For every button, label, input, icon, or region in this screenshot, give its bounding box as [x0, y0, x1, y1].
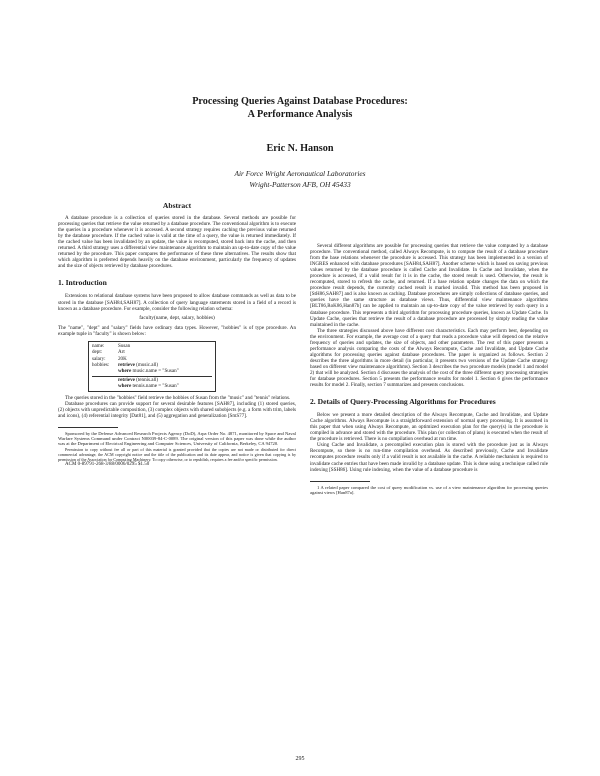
query-2-where-keyword: where	[118, 383, 132, 390]
title-line-1: Processing Queries Against Database Procedures:	[192, 96, 408, 107]
affiliation-line-1: Air Force Wright Aeronautical Laboratories	[234, 169, 366, 178]
query-1-where-keyword: where	[118, 368, 132, 375]
tuple-key-salary: salary:	[92, 355, 106, 362]
footnote-1: 1 A related paper compared the cost of query modification vs. use of a view maintenance algorithm for processing queries against views [Han87a].	[310, 484, 548, 495]
query-1-target: (music.all)	[136, 361, 159, 368]
left-column	[58, 203, 296, 468]
permission-notice: Permission to copy without fee all or part of this material is granted provided that the copies are not made or distributed for direct commercial advantage, the ACM copyright notice and the title of the publication and its date appear, and notice is given that copying is by permission of the Association for Computing Machinery. To copy otherwise, or to republish, requires a fee and/or specific permission.	[58, 446, 296, 462]
body-paragraph-2: The three strategies discussed above have different cost characteristics. Each may perform best, depending on the environment. For example, the average cost of a query that reads a procedure value will depend on the relative frequency of queries and updates, the size of objects, and other parameters. The rest of this paper presents a performance analysis comparing the costs of the Always Recompute, Cache and Invalidate, and Update Cache algorithms for processing queries against database procedures. The paper is organized as follows. Section 2 describes the three algorithms in more detail (in particular, it presents two versions of the Update Cache strategy based on different view maintenance algorithms). Section 3 describes the two procedure models (model 1 and model 2) that will be analyzed. Section 4 discusses the analysis of the cost of the three different query processing strategies for database procedures. Section 5 presents the performance results for model 1. Section 6 gives the performance results for model 2. Finally, section 7 summarizes and presents conclusions.	[310, 327, 548, 389]
tuple-key-name: name:	[92, 342, 105, 349]
schema-display: faculty(name, dept, salary, hobbies)	[139, 314, 215, 321]
title-line-2: A Performance Analysis	[247, 108, 353, 120]
abstract-text: A database procedure is a collection of queries stored in the database. Several methods are possible for processing queries that retrieve the value returned by a database procedure. The conventional algorithm is to execute the queries in a procedure whenever it is accessed. A second strategy requires caching the previous value returned by the database procedure. If the cached value is valid at the time of a query, the value is returned immediately. If the cached value has been invalidated by an update, the value is recomputed, stored back into the cache, and then returned. A third strategy uses a differential view maintenance algorithm to maintain an up-to-date copy of the value returned by the procedure. This paper compares the performance of these three alternatives. The results show that which algorithm is preferred depends heavily on the database environment, particularly the frequency of updates and the size of objects retrieved by database procedures.	[58, 215, 296, 270]
footnote-divider	[58, 427, 118, 428]
body-paragraph-1: Several different algorithms are possible for processing queries that retrieve the value computed by a database procedure. The conventional method, called Always Recompute, is to compute the result of a database procedure from the base relations whenever the procedure is accessed. This strategy has been implemented in a version of INGRES enhanced with database procedures [SAH84,SAH87]. Another scheme which is based on saving previous values returned by the database procedure is called Cache and Invalidate. In Cache and Invalidate, when the procedure is accessed, if a valid result for it is in the cache, the stored result is used. Otherwise, the result is recomputed, stored to refresh the cache, and returned. If a base relation update changes the data on which the procedure result depends, the currently cached result is marked invalid. This method has been proposed in [StH86,SAH87] and is also known as caching. Database procedures are simply collections of database queries, and queries have the same structure as database views. Thus, differential view maintenance algorithms [BLT86,RoK86,Han87b] can be applied to maintain an up-to-date copy of the value retrieved by each query in a database procedure. This represents a third algorithm for processing procedure queries, known as Update Cache. In Update Cache, queries that retrieve the result of a database procedure are processed by simply reading the value maintained in the cache.	[310, 243, 548, 328]
tuple-value-dept: Art	[118, 349, 125, 356]
tuple-key-dept: dept:	[92, 349, 103, 356]
affiliation	[0, 168, 600, 190]
tuple-value-salary: 20K	[118, 355, 127, 362]
footnote-divider-right	[310, 481, 370, 482]
paper-title	[0, 96, 600, 121]
acm-identifier: ACM 0-89791-268-3/88/0006/0295 $1.50	[65, 461, 150, 467]
intro-paragraph-4: Database procedures can provide support for several desirable features [SAH87], including (1) stored queries, (2) objects with unpredictable composition, (3) complex objects with shared subobjects (e.g. a form with trim, labels and icons), (4) referential integrity [Dat81], and (5) aggregation and generalization [SmS77].	[58, 400, 296, 419]
intro-paragraph-3: The queries stored in the "hobbies" field retrieve the hobbies of Susan from the "music" and "tennis" relations.	[65, 394, 291, 401]
body-paragraph-4: Using Cache and Invalidate, a precompiled execution plan is stored with the procedure just as in Always Recompute, so there is no run-time compilation overhead. As described previously, Cache and Invalidate recomputes procedure results only if a valid result is not available in the cache. A reliable mechanism is required to invalidate cache entries that have been made invalid by a database update. This is done using a technique called rule indexing [SSH86]. Using rule indexing, when the value of a database procedure is	[310, 442, 548, 473]
right-column	[310, 243, 548, 495]
body-paragraph-3: Below we present a more detailed description of the Always Recompute, Cache and Invalidate, and Update Cache algorithms. Always Recompute is a straightforward extension of normal query processing. It is assumed in this paper that when using Always Recompute, an optimized execution plan for the query(s) in the procedure is compiled in advance and stored with the procedure. This plan (or collection of plans) is executed when the result of the procedure is retrieved. There is no compilation overhead at run time.	[310, 412, 548, 443]
query-1-condition: music.name = "Susan"	[132, 368, 179, 375]
tuple-key-hobbies: hobbies:	[92, 361, 110, 368]
author-name: Eric N. Hanson	[266, 143, 334, 154]
query-2-condition: tennis.name = "Susan"	[132, 383, 179, 390]
example-tuple-box	[88, 341, 216, 392]
query-2-target: (tennis.all)	[136, 376, 159, 383]
intro-paragraph-2: The "name", "dept" and "salary" fields have ordinary data types. However, "hobbies" is of type procedure. An example tuple in "faculty" is shown below:	[58, 324, 296, 337]
tuple-value-name: Susan	[118, 342, 131, 349]
query-2-retrieve-keyword: retrieve	[118, 376, 135, 383]
affiliation-line-2: Wright-Patterson AFB, OH 45433	[249, 180, 351, 189]
section-2-heading: 2. Details of Query-Processing Algorithms for Procedures	[310, 397, 496, 407]
sponsor-note: Sponsored by the Defense Advanced Research Projects Agency (DoD), Arpa Order No. 4871, monitored by Space and Naval Warfare Systems Command under Contract N00039-84-C-0089. The original version of this paper was done while the author was at the Department of Electrical Engineering and Computer Sciences, University of California, Berkeley, CA 94720.	[58, 430, 296, 447]
abstract-heading: Abstract	[162, 201, 192, 210]
section-1-heading: 1. Introduction	[58, 278, 107, 288]
intro-paragraph-1: Extensions to relational database systems have been proposed to allow database commands as well as data to be stored in the database [SAH84,SAH87]. A collection of query language statements stored in a field of a record is known as a database procedure. For example, consider the following relation schema:	[58, 293, 296, 312]
page-number: 295	[295, 756, 305, 762]
query-1-retrieve-keyword: retrieve	[118, 361, 135, 368]
